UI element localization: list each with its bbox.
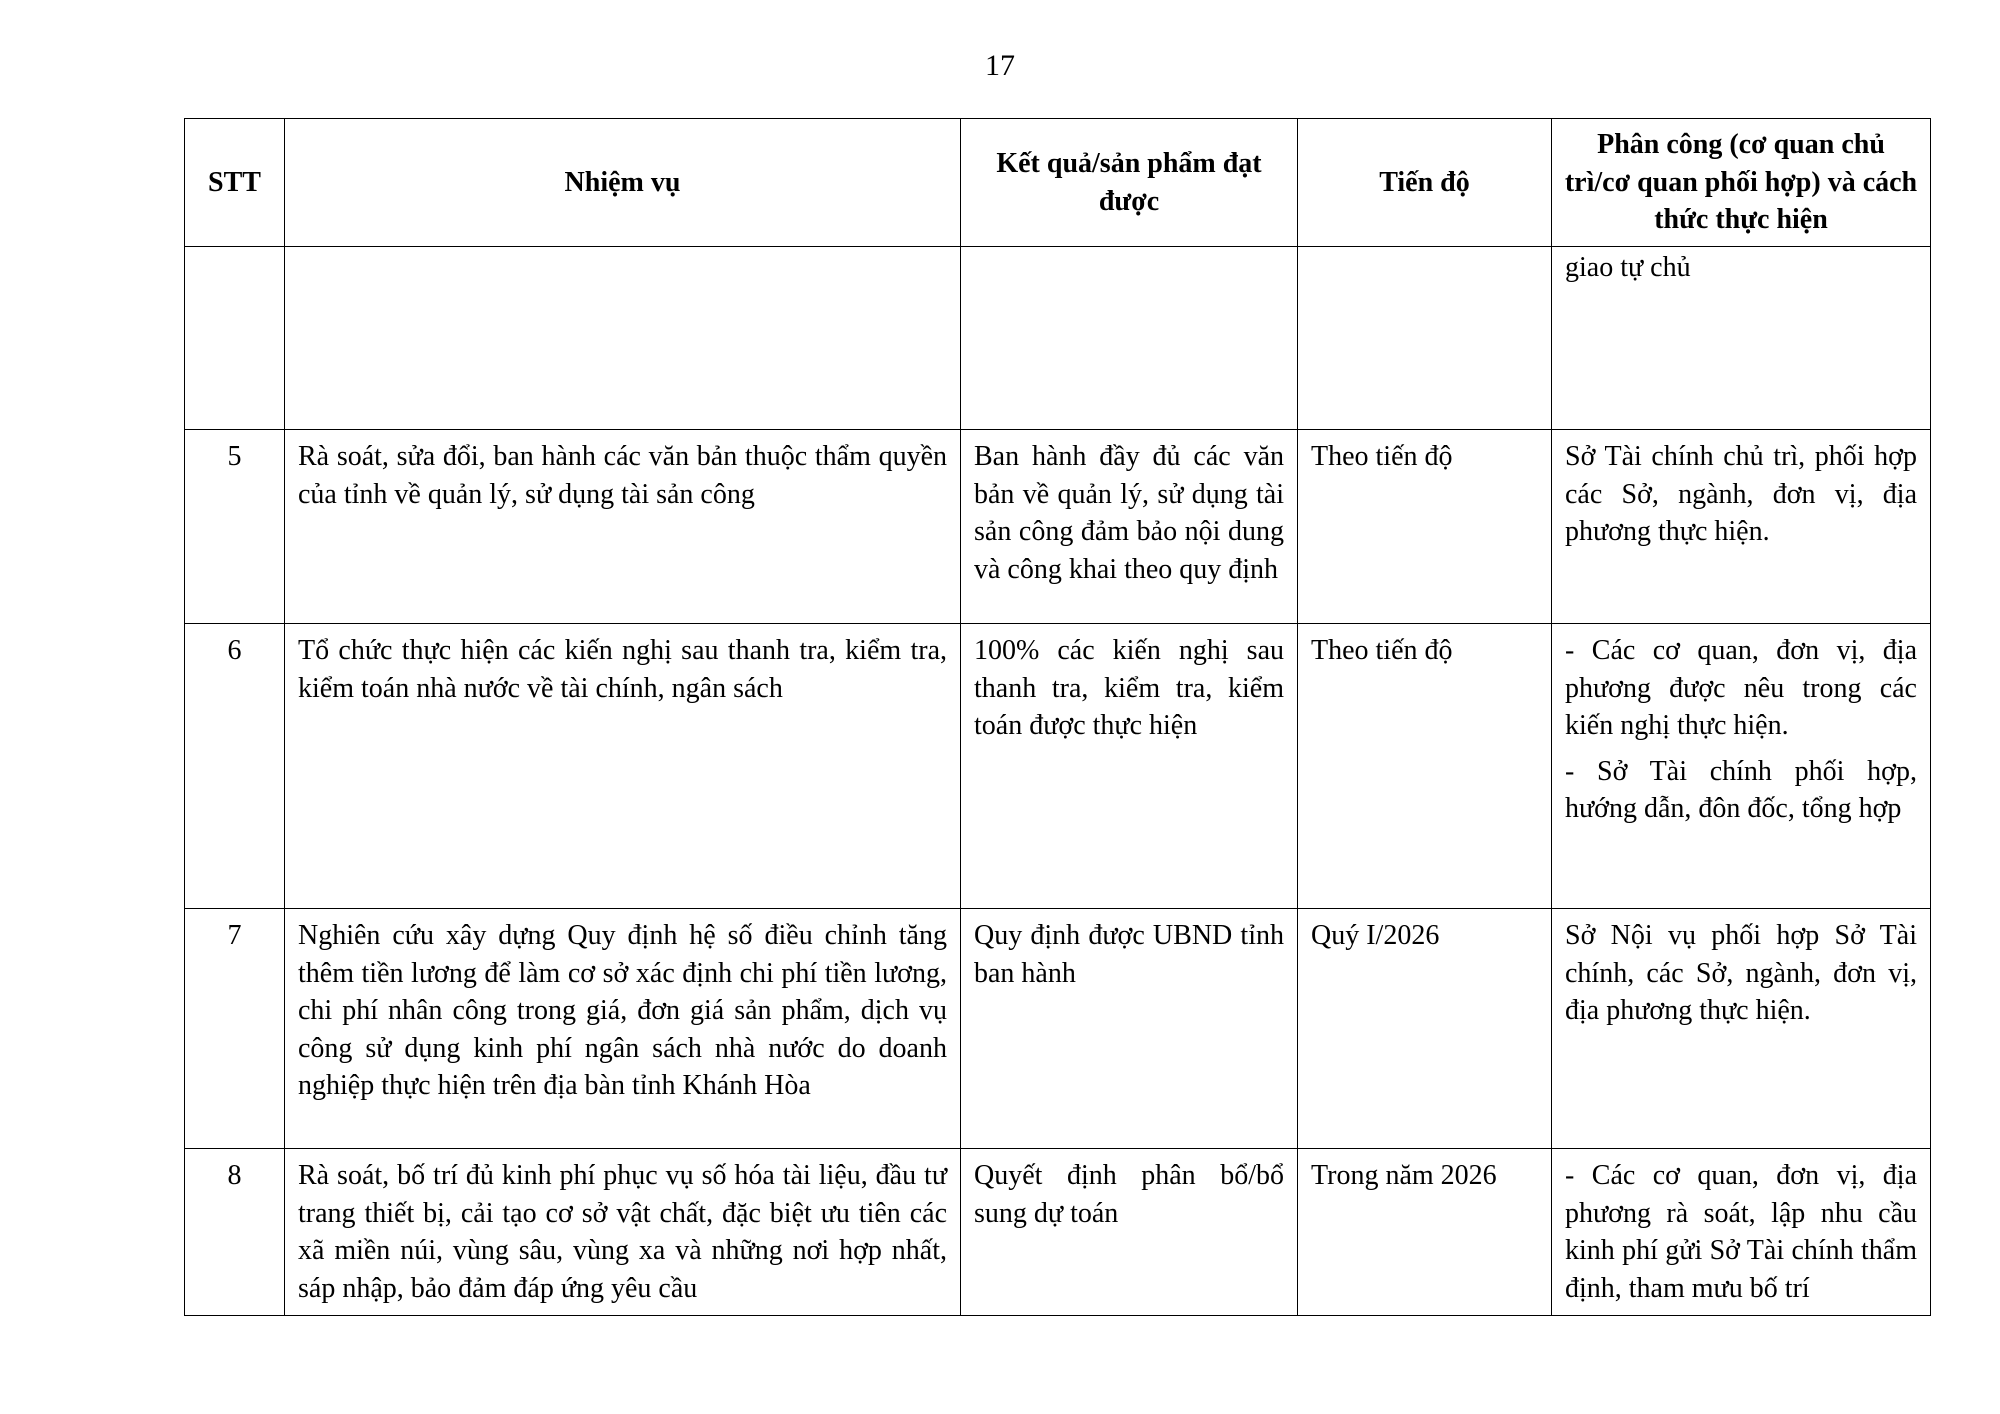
assignment-paragraph: - Sở Tài chính phối hợp, hướng dẫn, đôn đốc, tổng hợp: [1565, 755, 1917, 824]
table-row: [185, 430, 1931, 624]
cell-stt: 6: [185, 624, 285, 909]
cell-assignment: [1552, 430, 1931, 624]
cell-stt: 8: [185, 1149, 285, 1316]
table-row: [185, 624, 1931, 909]
cell-stt: 7: [185, 909, 285, 1149]
cell-assignment: [1552, 247, 1931, 430]
header-result: Kết quả/sản phẩm đạt được: [961, 119, 1298, 247]
cell-task: Rà soát, bố trí đủ kinh phí phục vụ số hóa tài liệu, đầu tư trang thiết bị, cải tạo cơ sở vật chất, đặc biệt ưu tiên các xã miền núi, vùng sâu, vùng xa và những nơi hợp nhất, sáp nhập, bảo đảm đáp ứng yêu cầu: [285, 1149, 961, 1316]
cell-stt: [185, 247, 285, 430]
assignment-paragraph: Sở Tài chính chủ trì, phối hợp các Sở, ngành, đơn vị, địa phương thực hiện.: [1565, 441, 1917, 547]
task-table: [184, 118, 1931, 1316]
cell-task: Nghiên cứu xây dựng Quy định hệ số điều chỉnh tăng thêm tiền lương để làm cơ sở xác định chi phí tiền lương, chi phí nhân công trong giá, đơn giá sản phẩm, dịch vụ công sử dụng kinh phí ngân sách nhà nước do doanh nghiệp thực hiện trên địa bàn tỉnh Khánh Hòa: [285, 909, 961, 1149]
cell-task: [285, 247, 961, 430]
cell-stt: 5: [185, 430, 285, 624]
cell-assignment: [1552, 909, 1931, 1149]
header-task: Nhiệm vụ: [285, 119, 961, 247]
cell-progress: Trong năm 2026: [1298, 1149, 1552, 1316]
cell-progress: Theo tiến độ: [1298, 430, 1552, 624]
table-row: [185, 1149, 1931, 1316]
assignment-paragraph: giao tự chủ: [1565, 252, 1691, 283]
cell-task: Rà soát, sửa đổi, ban hành các văn bản thuộc thẩm quyền của tỉnh về quản lý, sử dụng tài sản công: [285, 430, 961, 624]
cell-result: Ban hành đầy đủ các văn bản về quản lý, sử dụng tài sản công đảm bảo nội dung và công khai theo quy định: [961, 430, 1298, 624]
cell-result: Quyết định phân bổ/bổ sung dự toán: [961, 1149, 1298, 1316]
cell-result: 100% các kiến nghị sau thanh tra, kiểm tra, kiểm toán được thực hiện: [961, 624, 1298, 909]
assignment-paragraph: - Các cơ quan, đơn vị, địa phương được nêu trong các kiến nghị thực hiện.: [1565, 635, 1917, 741]
header-progress: Tiến độ: [1298, 119, 1552, 247]
header-stt: STT: [185, 119, 285, 247]
cell-assignment: [1552, 624, 1931, 909]
page-number: 17: [985, 49, 1015, 82]
header-assignment: Phân công (cơ quan chủ trì/cơ quan phối hợp) và cách thức thực hiện: [1552, 119, 1931, 247]
cell-progress: [1298, 247, 1552, 430]
cell-progress: Theo tiến độ: [1298, 624, 1552, 909]
assignment-paragraph: - Các cơ quan, đơn vị, địa phương rà soát, lập nhu cầu kinh phí gửi Sở Tài chính thẩm định, tham mưu bố trí: [1565, 1160, 1917, 1304]
table-row: [185, 247, 1931, 430]
table-row: [185, 909, 1931, 1149]
table-header-row: [185, 119, 1931, 247]
cell-task: Tổ chức thực hiện các kiến nghị sau thanh tra, kiểm tra, kiểm toán nhà nước về tài chính, ngân sách: [285, 624, 961, 909]
cell-result: [961, 247, 1298, 430]
assignment-paragraph: Sở Nội vụ phối hợp Sở Tài chính, các Sở, ngành, đơn vị, địa phương thực hiện.: [1565, 920, 1917, 1026]
cell-result: Quy định được UBND tỉnh ban hành: [961, 909, 1298, 1149]
cell-assignment: [1552, 1149, 1931, 1316]
cell-progress: Quý I/2026: [1298, 909, 1552, 1149]
